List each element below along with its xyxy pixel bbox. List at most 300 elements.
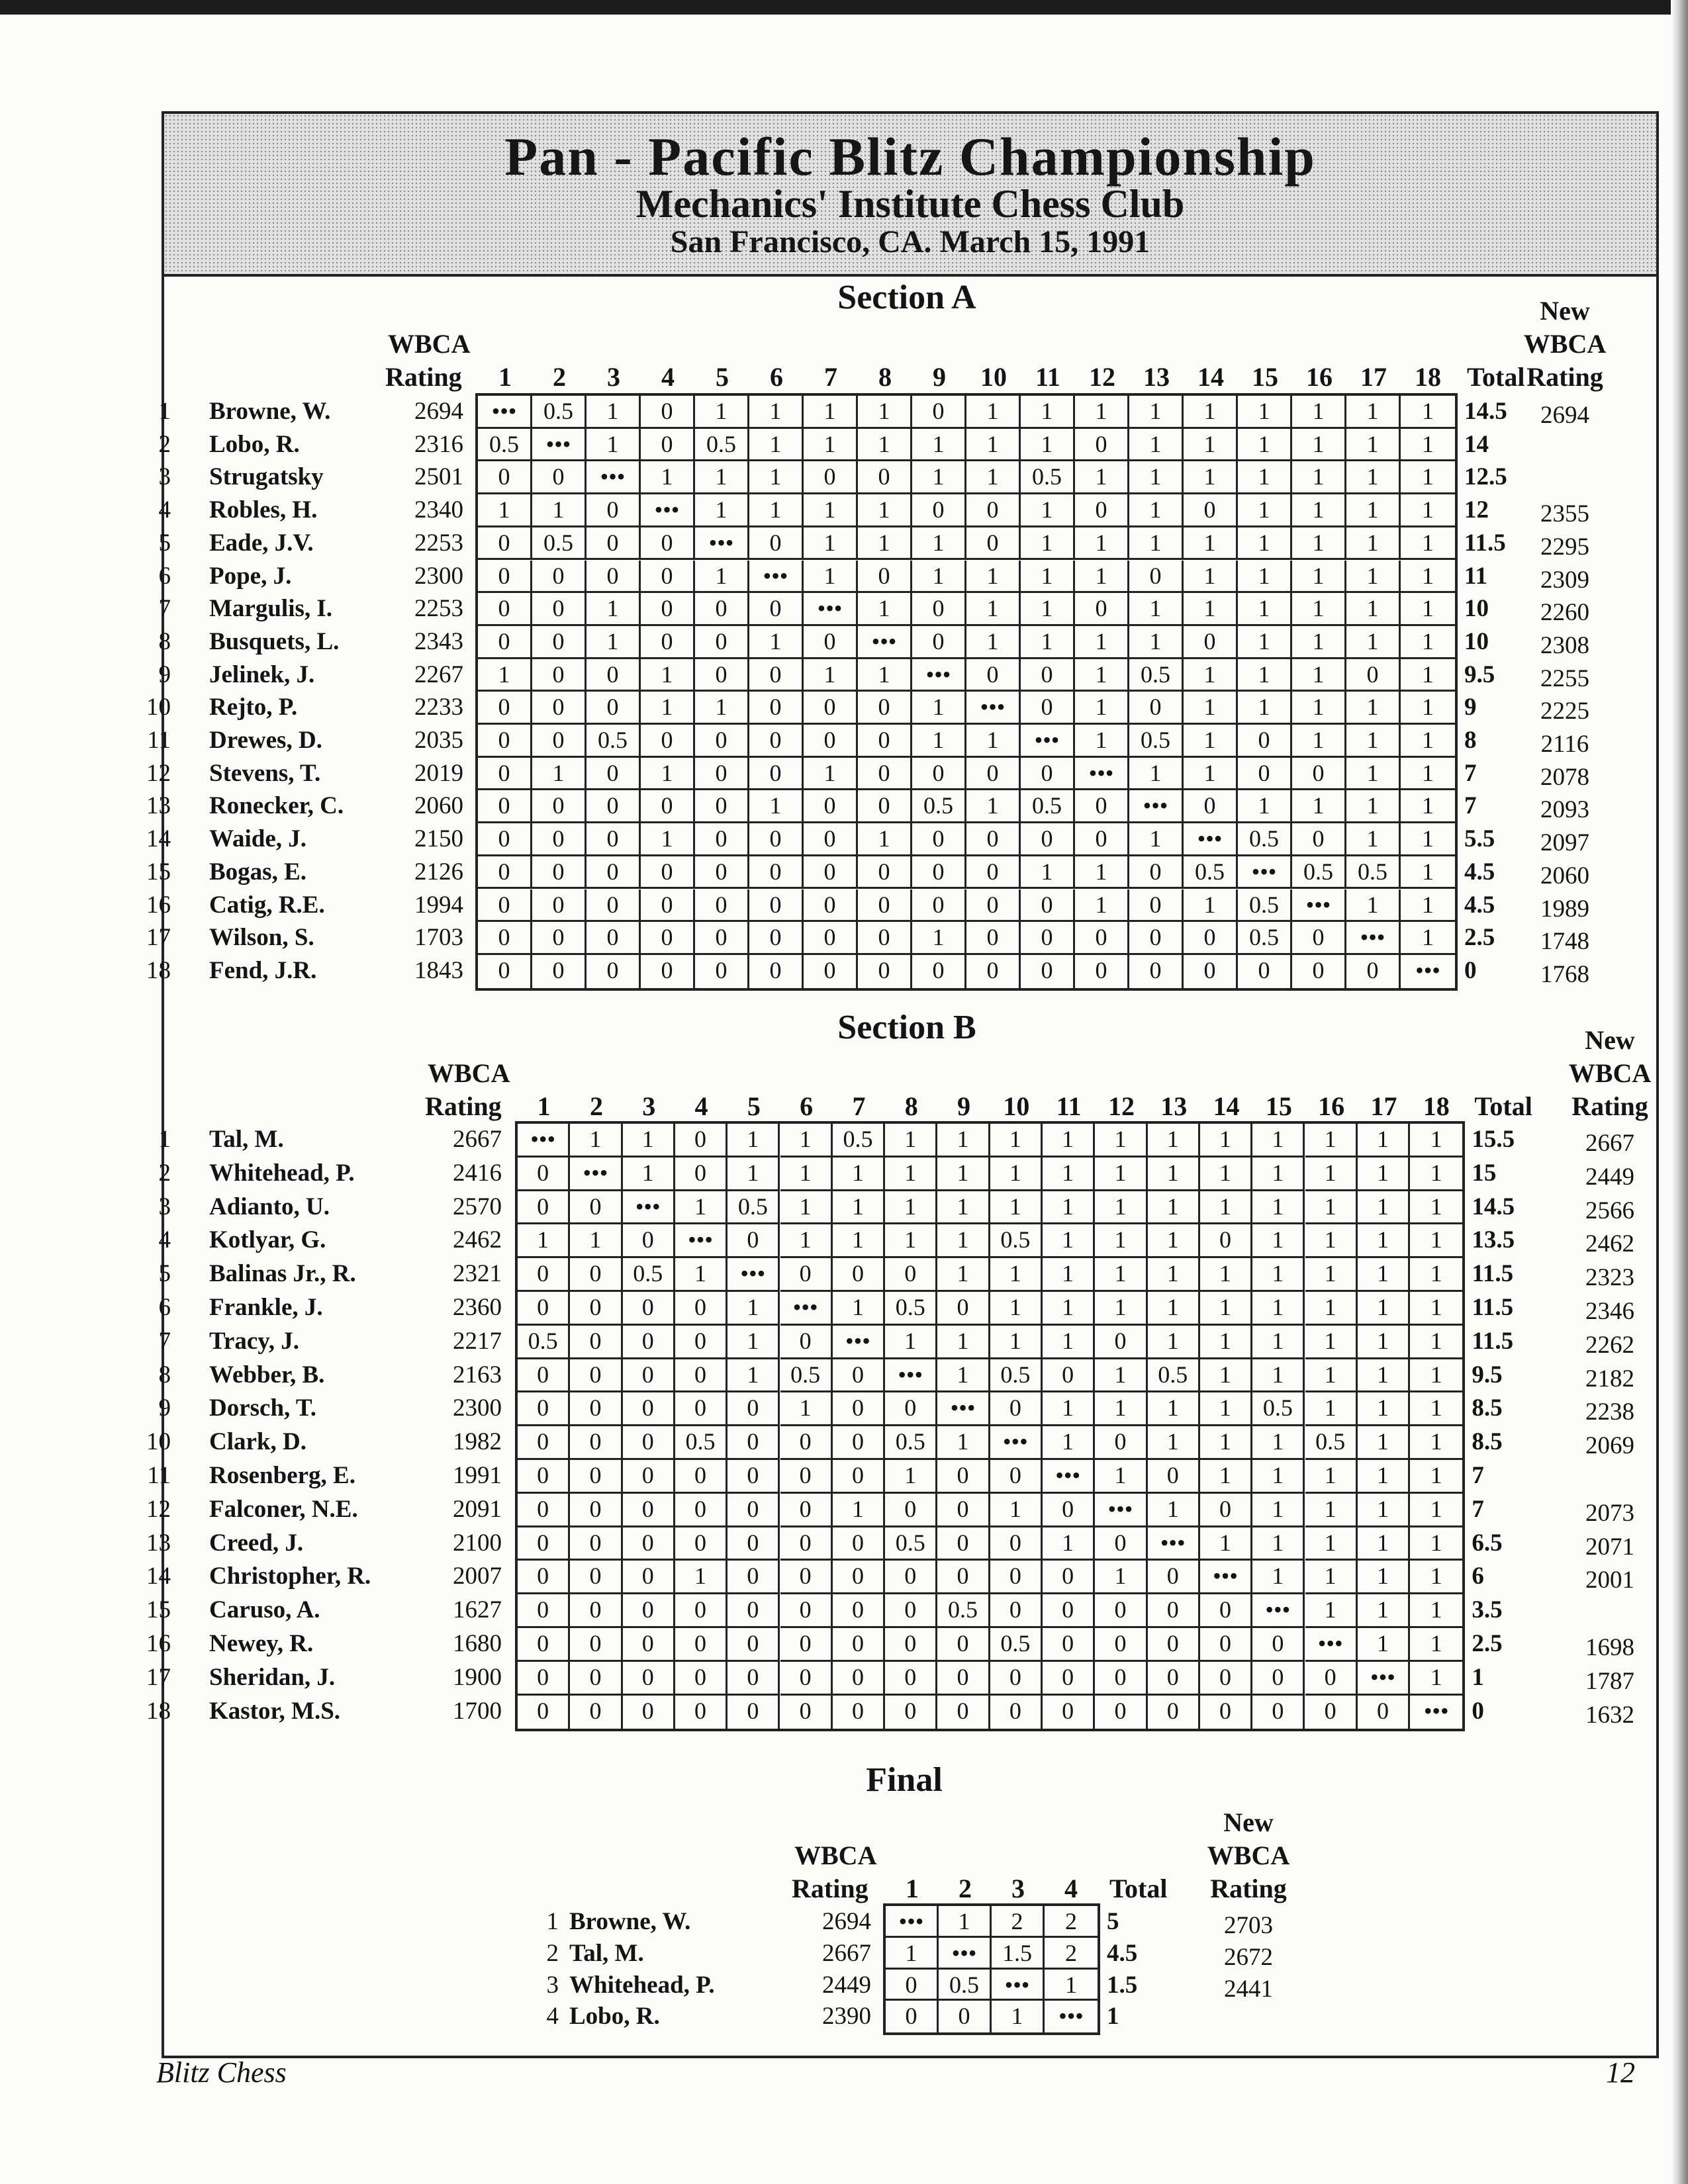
sectionA-score-cell: 1 [1401,429,1455,462]
sectionA-score-cell: 1 [1346,725,1401,758]
final-rating: 2390 [822,2003,871,2030]
sectionA-rank: 2 [158,430,171,458]
sectionA-score-cell: 0 [586,823,641,856]
sectionA-score-cell: 0 [586,758,641,791]
sectionB-new-rating: 1632 [1585,1701,1634,1729]
sectionA-score-cell: 0 [532,725,586,758]
sectionB-score-cell: ••• [1305,1628,1358,1662]
sectionB-score-cell: 0 [1148,1594,1200,1628]
sectionB-score-cell: 0 [727,1224,780,1258]
sectionA-score-cell: 1 [1238,790,1292,823]
sectionB-score-cell: 1 [1358,1527,1410,1561]
sectionB-score-cell: 0 [1252,1662,1305,1696]
sectionB-column-header: 16 [1318,1091,1345,1121]
sectionB-score-cell: 1 [1358,1191,1410,1225]
sectionA-score-cell: ••• [912,659,966,692]
sectionA-score-cell: 0 [804,889,858,923]
sectionA-score-cell: 0 [1075,593,1129,626]
sectionB-score-cell: 0 [990,1594,1043,1628]
sectionA-score-cell: ••• [1129,790,1184,823]
sectionA-score-cell: ••• [1415,956,1440,983]
sectionB-score-cell: 1 [1358,1392,1410,1426]
scan-right-edge [1671,0,1688,2184]
sectionB-score-cell: 1 [1305,1124,1358,1158]
sectionB-score-cell: 0 [518,1460,570,1494]
sectionA-score-cell: 0 [966,856,1021,889]
sectionB-score-cell: 1 [1410,1392,1462,1426]
sectionB-score-cell: 0 [937,1696,990,1729]
sectionA-score-cell: 0 [966,659,1021,692]
sectionB-new-header-2: WBCA [1568,1058,1652,1088]
sectionA-score-cell: 0 [641,527,695,561]
sectionA-score-cell: 0 [912,889,966,923]
sectionA-score-cell: 0 [749,856,804,889]
sectionA-score-cell: 0 [966,527,1021,561]
sectionB-score-cell: 0 [1200,1224,1252,1258]
sectionB-score-cell: 0 [623,1628,675,1662]
sectionB-score-cell: 0 [1095,1594,1147,1628]
sectionA-score-cell: 1 [1401,494,1455,527]
sectionA-new-rating: 2097 [1540,829,1589,857]
sectionB-score-cell: 0 [885,1594,937,1628]
sectionA-total-header: Total [1467,362,1525,392]
sectionA-score-cell: 0 [804,725,858,758]
final-new-header-3: Rating [1210,1874,1287,1903]
sectionB-score-cell: 0 [1200,1594,1252,1628]
sectionA-rank: 6 [158,562,171,590]
sectionA-column-header: 4 [661,362,675,392]
sectionA-score-cell: 0 [695,758,749,791]
sectionA-score-cell: 1 [1075,692,1129,725]
sectionA-score-cell: 1 [641,758,695,791]
sectionA-score-cell: 1 [1401,561,1455,594]
sectionA-new-rating: 2255 [1540,664,1589,692]
sectionA-score-cell: 0.5 [912,790,966,823]
sectionA-total: 7 [1464,759,1477,787]
sectionB-score-cell: 1 [1358,1224,1410,1258]
sectionB-player-name: Clark, D. [209,1428,306,1456]
sectionB-score-cell: 1 [1095,1292,1147,1326]
sectionA-score-cell: 1 [641,659,695,692]
sectionB-score-cell: 1 [1095,1191,1147,1225]
sectionB-score-cell: 1 [727,1359,780,1393]
sectionB-score-cell: 0 [623,1224,675,1258]
sectionB-total: 8.5 [1472,1394,1503,1422]
sectionB-score-cell: 0 [518,1494,570,1527]
sectionA-rating: 2035 [414,727,463,754]
sectionA-rating: 2253 [414,529,463,557]
sectionA-score-cell: 1 [912,725,966,758]
sectionA-score-cell: 0 [532,659,586,692]
sectionA-player-name: Wilson, S. [209,924,314,952]
sectionB-score-cell: 1 [1095,1392,1147,1426]
sectionA-score-cell: 1 [532,758,586,791]
sectionB-score-cell: 0 [570,1527,622,1561]
sectionB-new-rating: 2323 [1585,1264,1634,1292]
sectionA-score-cell: 1 [1129,396,1184,429]
sectionB-score-cell: 0 [570,1359,622,1393]
sectionB-score-cell: 0 [833,1594,885,1628]
sectionA-new-rating: 2260 [1540,599,1589,627]
sectionB-score-cell: 0 [937,1561,990,1594]
sectionB-score-cell: 1 [1043,1158,1095,1191]
sectionB-score-cell: 1 [1358,1258,1410,1292]
sectionB-player-name: Adianto, U. [209,1193,330,1220]
sectionB-new-rating: 2449 [1585,1163,1634,1191]
sectionA-column-header: 14 [1197,362,1224,392]
sectionA-score-cell: 1 [1184,461,1238,494]
final-column-header: 1 [906,1874,919,1903]
sectionA-score-cell: 0 [586,527,641,561]
sectionA-score-cell: 0 [478,823,532,856]
sectionB-score-cell: 0.5 [675,1426,727,1460]
sectionB-score-cell: 1 [1095,1359,1147,1393]
sectionB-rank: 11 [147,1462,171,1489]
sectionB-score-cell: 1 [937,1426,990,1460]
sectionB-score-cell: 1 [1410,1359,1462,1393]
sectionA-score-cell: 0 [586,856,641,889]
sectionB-score-cell: 0 [727,1561,780,1594]
sectionA-score-cell: 0 [586,790,641,823]
sectionB-rating: 2163 [453,1361,502,1388]
sectionB-score-cell: 1 [1043,1326,1095,1359]
sectionA-score-cell: 0.5 [478,429,532,462]
sectionA-score-cell: 1 [1021,527,1075,561]
sectionA-score-cell: 1 [695,494,749,527]
sectionA-score-cell: 1 [1021,626,1075,659]
sectionB-score-cell: 1 [1095,1258,1147,1292]
sectionB-score-cell: ••• [780,1292,833,1326]
sectionB-score-cell: 1 [1200,1258,1252,1292]
sectionB-score-cell: 0 [570,1561,622,1594]
sectionB-score-cell: 0 [570,1292,622,1326]
sectionA-score-cell: 0 [1021,922,1075,955]
sectionA-score-cell: 1 [1184,889,1238,923]
sectionA-score-cell: 0 [1021,889,1075,923]
final-rank: 4 [546,2003,559,2030]
sectionB-rating: 2570 [453,1193,502,1220]
final-score-cell: 1 [992,2001,1045,2032]
sectionA-rating: 2019 [414,759,463,787]
sectionA-rank: 13 [146,792,171,820]
sectionB-score-cell: 0 [727,1527,780,1561]
sectionB-score-cell: 1 [570,1124,622,1158]
sectionA-score-cell: 1 [1401,692,1455,725]
sectionA-player-name: Eade, J.V. [209,529,314,557]
sectionA-score-cell: 1 [1075,461,1129,494]
sectionA-score-cell: 0 [1184,494,1238,527]
sectionA-score-cell: 0 [858,461,912,494]
sectionB-score-cell: 0 [727,1460,780,1494]
sectionA-score-cell: 0 [641,856,695,889]
sectionA-player-name: Bogas, E. [209,858,307,886]
sectionA-score-cell: 0 [695,955,749,988]
sectionA-score-cell: 1 [1129,494,1184,527]
sectionA-score-cell: 1 [1184,725,1238,758]
sectionA-score-cell: 1 [1346,494,1401,527]
sectionA-score-cell: 0 [478,461,532,494]
sectionA-score-cell: 0 [966,823,1021,856]
sectionA-score-cell: 1 [1292,494,1346,527]
sectionB-score-cell: 1 [1252,1359,1305,1393]
sectionA-new-rating: 2694 [1540,402,1589,429]
sectionB-score-cell: 1 [1358,1292,1410,1326]
sectionB-score-cell: 0 [623,1292,675,1326]
sectionB-score-cell: 1 [990,1292,1043,1326]
sectionA-column-header: 5 [716,362,729,392]
sectionB-score-cell: 0 [623,1561,675,1594]
sectionB-score-cell: 1 [1358,1359,1410,1393]
sectionA-new-rating: 2225 [1540,698,1589,725]
sectionB-score-cell: ••• [1043,1460,1095,1494]
sectionB-score-cell: 0 [937,1292,990,1326]
sectionB-rank: 8 [158,1361,171,1388]
sectionB-rating: 1700 [453,1697,502,1725]
sectionB-score-cell: 1 [1305,1594,1358,1628]
sectionA-score-cell: 0 [749,889,804,923]
sectionB-player-name: Newey, R. [209,1630,314,1657]
sectionB-score-cell: 1 [1148,1191,1200,1225]
sectionA-score-cell: 1 [1292,461,1346,494]
sectionA-score-cell: 0 [532,790,586,823]
sectionA-score-cell: ••• [1238,856,1292,889]
sectionB-score-cell: 1 [675,1561,727,1594]
sectionB-score-cell: 0 [1252,1696,1305,1729]
sectionB-score-cell: 1 [1358,1594,1410,1628]
sectionB-score-cell: 1 [1200,1426,1252,1460]
sectionB-score-cell: 1 [570,1224,622,1258]
sectionA-rank: 3 [158,463,171,491]
sectionB-total: 11.5 [1472,1294,1514,1321]
sectionB-score-cell: 1 [885,1224,937,1258]
sectionA-score-cell: 1 [1401,659,1455,692]
sectionB-score-cell: 0 [780,1628,833,1662]
sectionA-score-cell: 0 [749,692,804,725]
sectionB-rating: 1991 [453,1462,502,1489]
sectionB-rating: 1680 [453,1630,502,1657]
sectionA-total: 0 [1464,956,1477,984]
sectionB-score-cell: 0 [780,1460,833,1494]
sectionA-score-cell: 1 [749,494,804,527]
sectionA-score-cell: 1 [1292,396,1346,429]
sectionA-score-cell: 1 [586,396,641,429]
sectionB-player-name: Tal, M. [209,1126,284,1153]
final-player-name: Lobo, R. [569,2003,660,2030]
sectionA-score-cell: 1 [1021,593,1075,626]
sectionA-score-cell: 1 [1292,790,1346,823]
sectionB-score-cell: 0 [623,1392,675,1426]
sectionA-score-cell: 0 [1184,922,1238,955]
sectionA-total: 2.5 [1464,924,1495,952]
sectionB-score-cell: 0 [990,1460,1043,1494]
sectionA-score-cell: 0.5 [1238,823,1292,856]
sectionA-score-cell: 0 [804,856,858,889]
sectionB-player-name: Balinas Jr., R. [209,1260,356,1288]
sectionB-total: 6 [1472,1563,1484,1590]
sectionB-new-rating: 2462 [1585,1230,1634,1258]
sectionB-score-cell: 1 [1305,1326,1358,1359]
sectionA-score-cell: 0 [858,889,912,923]
sectionB-player-name: Caruso, A. [209,1596,320,1624]
sectionB-score-cell: ••• [1358,1662,1410,1696]
sectionB-new-rating: 1698 [1585,1634,1634,1661]
sectionB-score-cell: 0 [1095,1527,1147,1561]
final-total: 5 [1107,1908,1119,1935]
sectionA-total: 7 [1464,792,1477,820]
sectionB-rating: 2300 [453,1394,502,1422]
sectionB-score-cell: 1 [937,1224,990,1258]
sectionB-score-cell: 0 [990,1527,1043,1561]
sectionB-score-cell: 0 [675,1527,727,1561]
sectionB-score-cell: ••• [675,1224,727,1258]
sectionA-score-cell: 0 [1129,856,1184,889]
sectionA-score-cell: 1 [966,461,1021,494]
sectionA-score-cell: 1 [858,429,912,462]
sectionA-column-header: 12 [1089,362,1115,392]
sectionB-score-cell: 1 [937,1158,990,1191]
sectionB-total: 8.5 [1472,1428,1503,1456]
sectionB-score-cell: 0 [1200,1494,1252,1527]
sectionA-score-cell: ••• [532,429,586,462]
sectionA-score-cell: 0 [641,889,695,923]
sectionB-new-rating: 2073 [1585,1499,1634,1527]
sectionB-score-cell: 0 [780,1662,833,1696]
footer-publication: Blitz Chess [156,2056,287,2089]
sectionA-player-name: Jelinek, J. [209,660,315,688]
sectionA-rank: 15 [146,858,171,886]
sectionB-score-cell: 1 [1043,1292,1095,1326]
sectionA-score-cell: 0 [1075,429,1129,462]
sectionB-score-cell: ••• [1095,1494,1147,1527]
final-score-cell: 0 [939,2001,992,2032]
sectionB-score-cell: 0 [885,1628,937,1662]
sectionB-score-cell: 1 [1043,1124,1095,1158]
sectionB-score-cell: 0 [885,1392,937,1426]
sectionA-score-cell: 1 [1075,396,1129,429]
sectionA-player-name: Lobo, R. [209,430,300,458]
sectionA-rating: 2300 [414,562,463,590]
sectionA-score-cell: 0 [532,593,586,626]
sectionA-new-rating: 2060 [1540,862,1589,889]
sectionB-new-header-1: New [1585,1025,1635,1055]
sectionB-score-cell: 0 [1148,1561,1200,1594]
sectionA-rank: 16 [146,891,171,919]
sectionB-score-cell: 1 [1200,1359,1252,1393]
sectionA-score-cell: 0 [695,659,749,692]
sectionB-score-cell: 1 [675,1191,727,1225]
sectionB-score-cell: 1 [833,1191,885,1225]
sectionA-score-cell: 0 [858,856,912,889]
sectionA-score-cell: 0 [586,889,641,923]
sectionB-score-cell: 0.5 [990,1224,1043,1258]
sectionB-score-cell: 1 [1200,1191,1252,1225]
final-total-header: Total [1109,1874,1168,1903]
sectionB-score-cell: 0 [623,1359,675,1393]
sectionB-score-cell: 1 [675,1258,727,1292]
sectionA-score-cell: 1 [532,494,586,527]
sectionA-total: 4.5 [1464,858,1495,886]
sectionA-score-cell: 1 [1184,758,1238,791]
sectionB-column-header: 5 [747,1091,761,1121]
sectionA-rank: 14 [146,825,171,853]
sectionA-score-cell: 1 [1021,856,1075,889]
sectionB-rank: 18 [146,1697,171,1725]
sectionB-score-cell: 1 [1410,1158,1462,1191]
sectionA-new-header-2: WBCA [1523,329,1607,359]
sectionB-score-cell: 0 [885,1494,937,1527]
sectionA-score-cell: 0 [966,889,1021,923]
sectionA-rank: 1 [158,398,171,425]
sectionA-column-header: 1 [498,362,512,392]
sectionA-new-rating: 1748 [1540,928,1589,956]
sectionB-score-cell: 1 [780,1124,833,1158]
sectionA-score-cell: 1 [1021,429,1075,462]
sectionB-score-cell: 1 [1252,1527,1305,1561]
sectionB-score-cell: 1 [990,1124,1043,1158]
sectionA-score-cell: 1 [912,461,966,494]
sectionB-score-cell: 0 [727,1392,780,1426]
sectionA-title: Section A [837,279,976,316]
sectionA-score-cell: 1 [912,922,966,955]
sectionA-rank: 8 [158,627,171,655]
sectionA-score-cell: 1 [1238,527,1292,561]
sectionB-new-rating: 2667 [1585,1130,1634,1157]
sectionA-score-cell: 0 [641,922,695,955]
sectionA-score-cell: 0 [912,626,966,659]
sectionA-score-cell: 0 [912,494,966,527]
sectionB-score-cell: 0 [518,1426,570,1460]
sectionB-rating: 2667 [453,1126,502,1153]
sectionB-score-cell: ••• [885,1359,937,1393]
sectionB-rating: 1982 [453,1428,502,1456]
sectionB-rank: 3 [158,1193,171,1220]
final-column-header: 2 [959,1874,972,1903]
sectionA-score-cell: 0 [532,856,586,889]
sectionA-score-cell: 0 [1292,922,1346,955]
sectionB-score-cell: 1 [833,1224,885,1258]
sectionB-column-header: 9 [957,1091,971,1121]
sectionB-new-rating: 2262 [1585,1331,1634,1359]
sectionB-score-cell: 1 [990,1191,1043,1225]
sectionA-column-header: 3 [607,362,620,392]
sectionA-score-cell: 1 [912,429,966,462]
final-score-cell: 1.5 [992,1938,1045,1970]
sectionB-rating: 2007 [453,1563,502,1590]
sectionA-score-cell: 0.5 [1346,856,1401,889]
sectionB-player-name: Creed, J. [209,1529,304,1557]
sectionB-score-cell: 1 [1305,1191,1358,1225]
sectionB-score-cell: 1 [1252,1224,1305,1258]
sectionB-score-cell: 0 [1148,1628,1200,1662]
sectionB-score-cell: 1 [1305,1258,1358,1292]
sectionA-column-header: 13 [1143,362,1170,392]
sectionA-rating: 2343 [414,627,463,655]
sectionB-score-cell: 1 [1095,1561,1147,1594]
sectionA-score-cell: 0 [478,856,532,889]
sectionB-score-cell: 1 [623,1158,675,1191]
sectionB-total: 0 [1472,1697,1484,1725]
sectionA-total: 10 [1464,627,1489,655]
sectionB-score-cell: 0 [675,1124,727,1158]
sectionA-player-name: Ronecker, C. [209,792,344,820]
sectionA-column-header: 8 [878,362,892,392]
sectionA-column-header: 17 [1360,362,1387,392]
final-rank: 2 [546,1939,559,1967]
sectionA-score-cell: 0 [532,561,586,594]
sectionA-score-cell: 0 [641,396,695,429]
sectionB-new-rating: 2346 [1585,1298,1634,1325]
sectionA-score-cell: 1 [1401,461,1455,494]
